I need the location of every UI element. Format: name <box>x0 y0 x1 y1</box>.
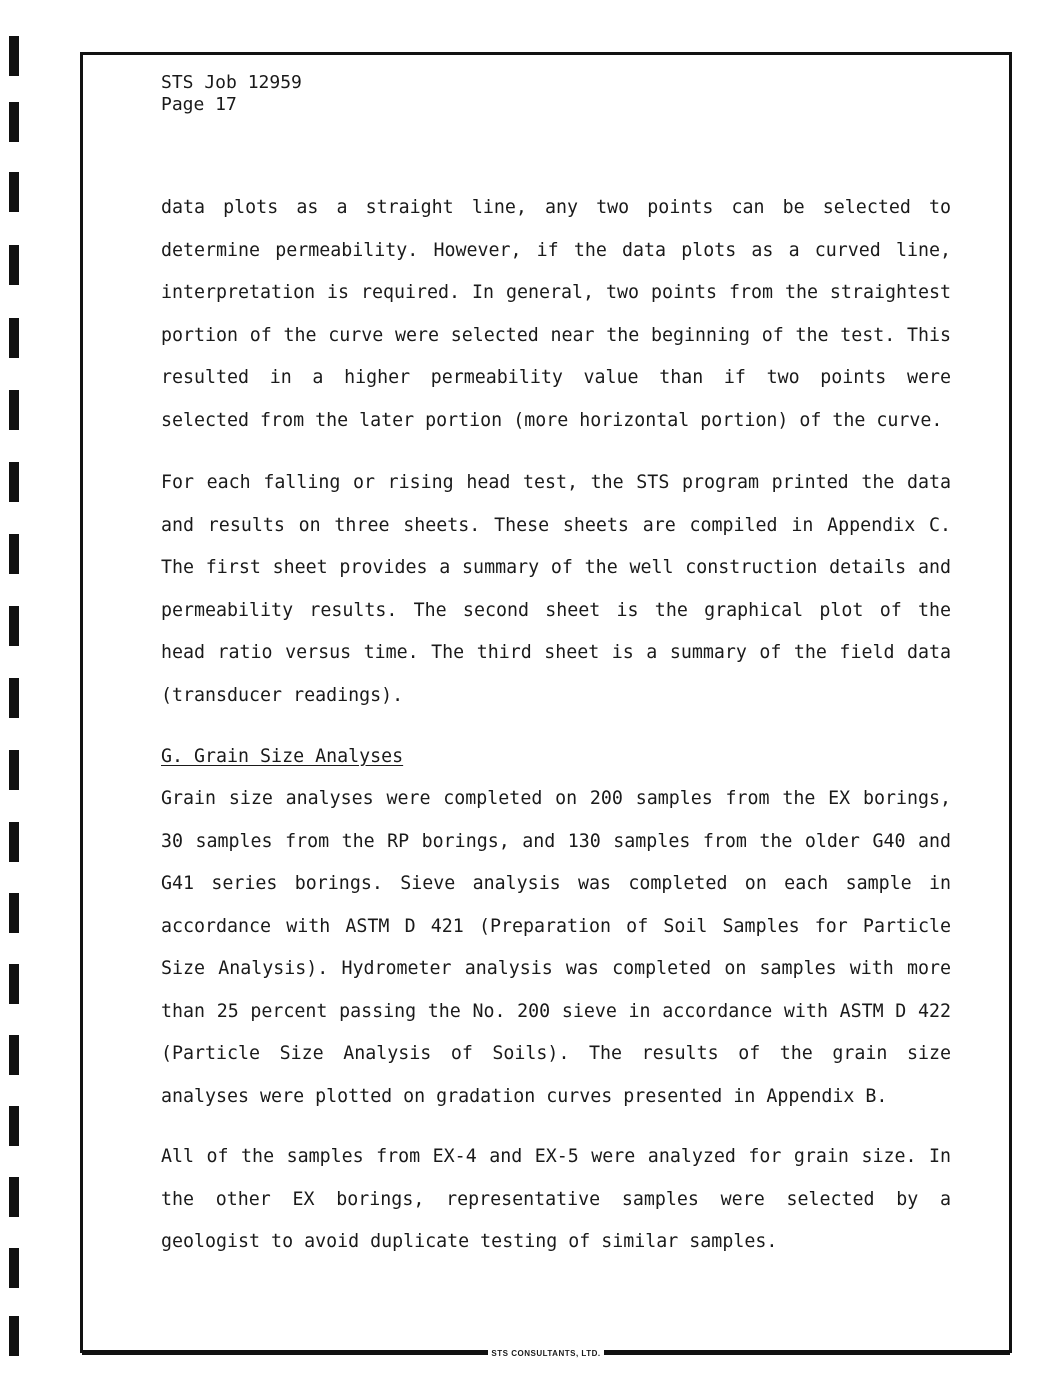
binding-mark <box>9 1248 19 1288</box>
binding-marks <box>0 0 30 1380</box>
binding-mark <box>9 172 19 212</box>
binding-mark <box>9 893 19 933</box>
binding-mark <box>9 750 19 790</box>
binding-mark <box>9 678 19 718</box>
binding-mark <box>9 36 19 76</box>
binding-mark <box>9 1177 19 1217</box>
binding-mark <box>9 245 19 285</box>
page-footer <box>82 1345 1010 1361</box>
binding-mark <box>9 606 19 646</box>
binding-mark <box>9 390 19 430</box>
paragraph-permeability-interpretation: data plots as a straight line, any two points can be selected to determine permeability. However, if the data plots as a curved line, interpretation is required. In general, two points from the straightest portion of the curve were selected near the beginning of the test. This resulted in a higher permeability value than if two points were selected from the later portion (more horizontal portion) of the curve. <box>161 197 951 431</box>
binding-mark <box>9 534 19 574</box>
section-heading: G. Grain Size Analyses <box>161 746 404 767</box>
company-name: STS CONSULTANTS, LTD. <box>488 1349 603 1358</box>
binding-mark <box>9 1106 19 1146</box>
binding-mark <box>9 1316 19 1356</box>
binding-mark <box>9 964 19 1004</box>
page-number: Page 17 <box>161 94 237 115</box>
job-number: STS Job 12959 <box>161 72 302 93</box>
binding-mark <box>9 1035 19 1075</box>
paragraph-test-sheets: For each falling or rising head test, the STS program printed the data and results on three sheets. These sheets are compiled in Appendix C. The first sheet provides a summary of the well construction details and permeability results. The second sheet is the graphical plot of the head ratio versus time. The third sheet is a summary of the field data (transducer readings). <box>161 472 951 706</box>
binding-mark <box>9 102 19 142</box>
paragraph-sample-selection: All of the samples from EX-4 and EX-5 were analyzed for grain size. In the other EX borings, representative samples were selected by a geologist to avoid duplicate testing of similar samples. <box>161 1146 951 1252</box>
binding-mark <box>9 822 19 862</box>
page-header <box>161 72 302 116</box>
footer-rule-left <box>82 1352 488 1355</box>
binding-mark <box>9 318 19 358</box>
footer-rule-right <box>604 1352 1010 1355</box>
paragraph-grain-size-methods: Grain size analyses were completed on 200 samples from the EX borings, 30 samples from the RP borings, and 130 samples from the older G40 and G41 series borings. Sieve analysis was completed on each sample in accordance with ASTM D 421 (Preparation of Soil Samples for Particle Size Analysis). Hydrometer analysis was completed on samples with more than 25 percent passing the No. 200 sieve in accordance with ASTM D 422 (Particle Size Analysis of Soils). The results of the grain size analyses were plotted on gradation curves presented in Appendix B. <box>161 788 951 1107</box>
binding-mark <box>9 462 19 502</box>
